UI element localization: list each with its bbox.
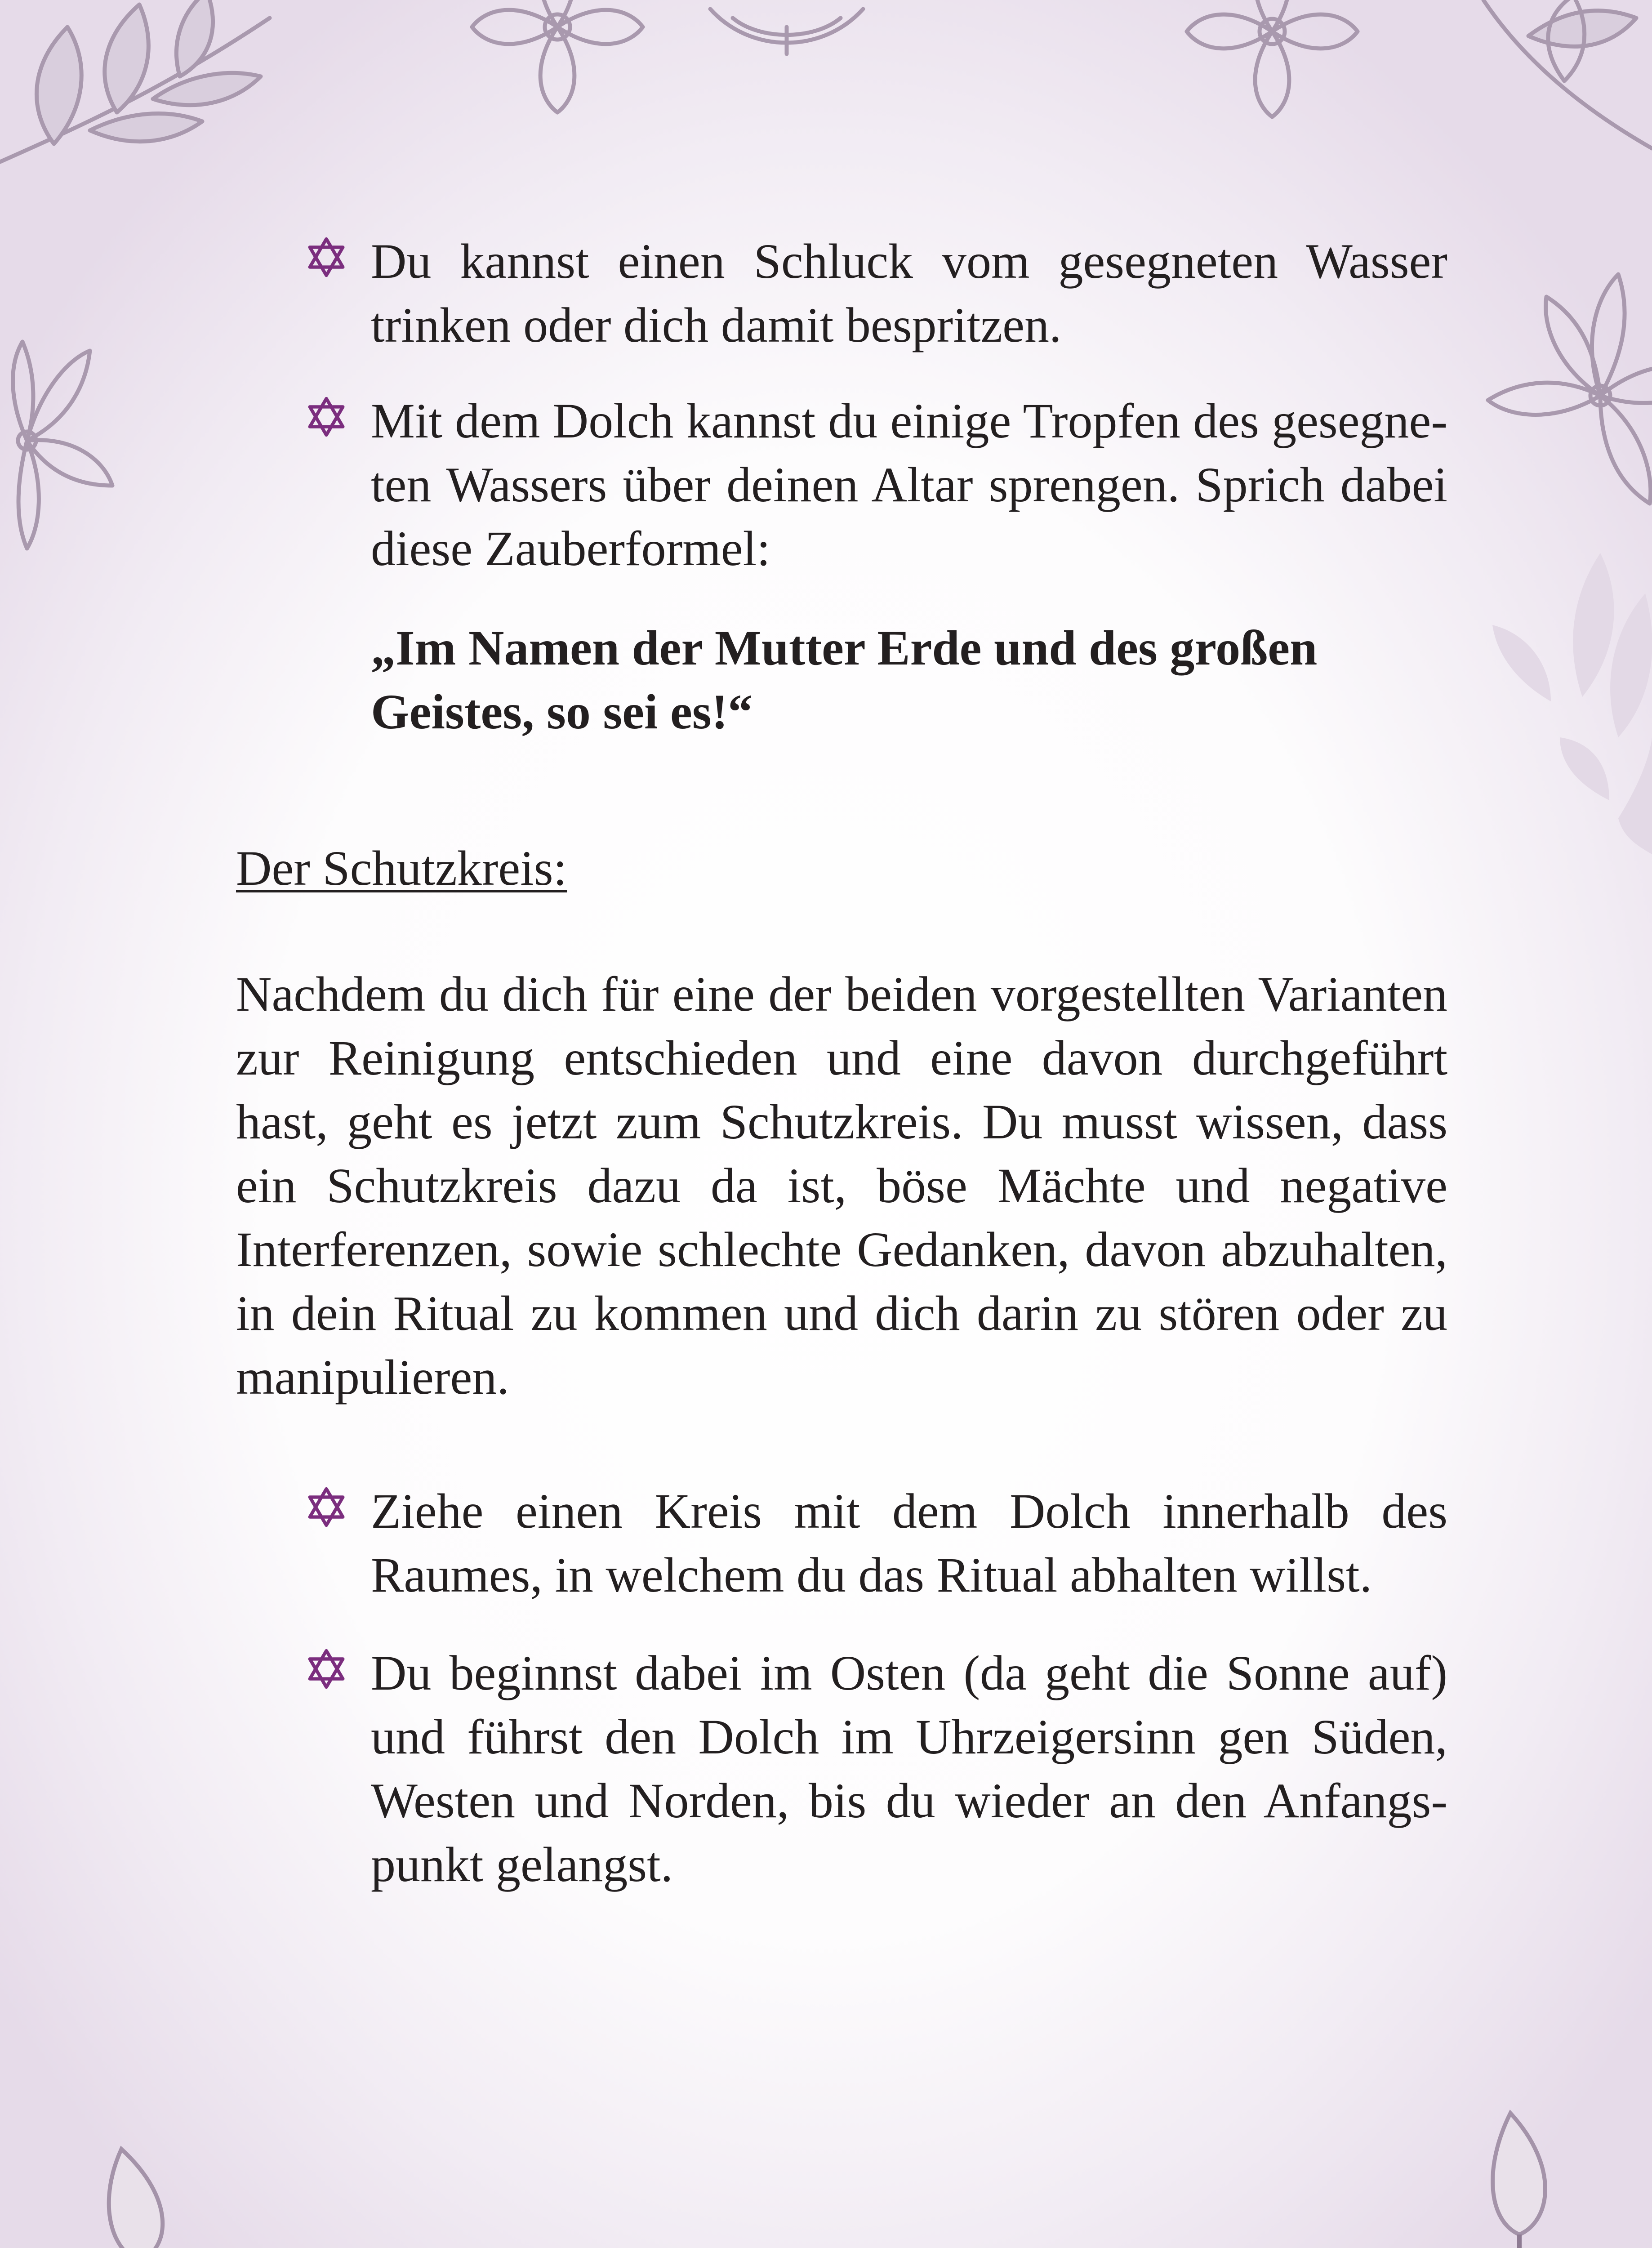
star-of-david-icon [306, 396, 347, 437]
star-of-david-icon [306, 236, 347, 278]
list-item [306, 1479, 1447, 1607]
body-paragraph: Nachdem du dich für eine der beiden vorgestellten Varianten zur Reinigung entschieden und eine davon durchgeführt hast, geht es jetzt zum Schutzkreis. Du musst wissen, dass ein Schutzkreis dazu da ist, böse Mächte und negative Interferenzen, sowie schlechte Gedanken, davon abzuhalten, in dein Ritual zu kommen und dich darin zu stören oder zu manipulieren. [236, 967, 1447, 1405]
bullet-text: Du beginnst dabei im Osten (da geht die Sonne auf) und führst den Dolch im Uhrzeigersinn gen Süden, Westen und Norden, bis du wieder an den Anfangspunkt gelangst. [371, 1646, 1447, 1892]
list-item [306, 389, 1447, 580]
star-of-david-icon [306, 1648, 347, 1690]
list-item [306, 229, 1447, 357]
star-of-david-icon [306, 1486, 347, 1528]
bullet-text: Du kannst einen Schluck vom gesegneten Wasser trinken oder dich damit bespritzen. [371, 234, 1447, 352]
section-heading: Der Schutzkreis: [236, 841, 567, 896]
bullet-text: Ziehe einen Kreis mit dem Dolch innerhalb des Raumes, in welchem du das Ritual abhalten willst. [371, 1484, 1447, 1602]
list-item [306, 1641, 1447, 1896]
incantation-quote: „Im Namen der Mutter Erde und des großen Geistes, so sei es!“ [371, 620, 1318, 739]
bullet-text: Mit dem Dolch kannst du einige Tropfen des gesegneten Wassers über deinen Altar sprengen. Sprich dabei diese Zauberformel: [371, 393, 1447, 576]
